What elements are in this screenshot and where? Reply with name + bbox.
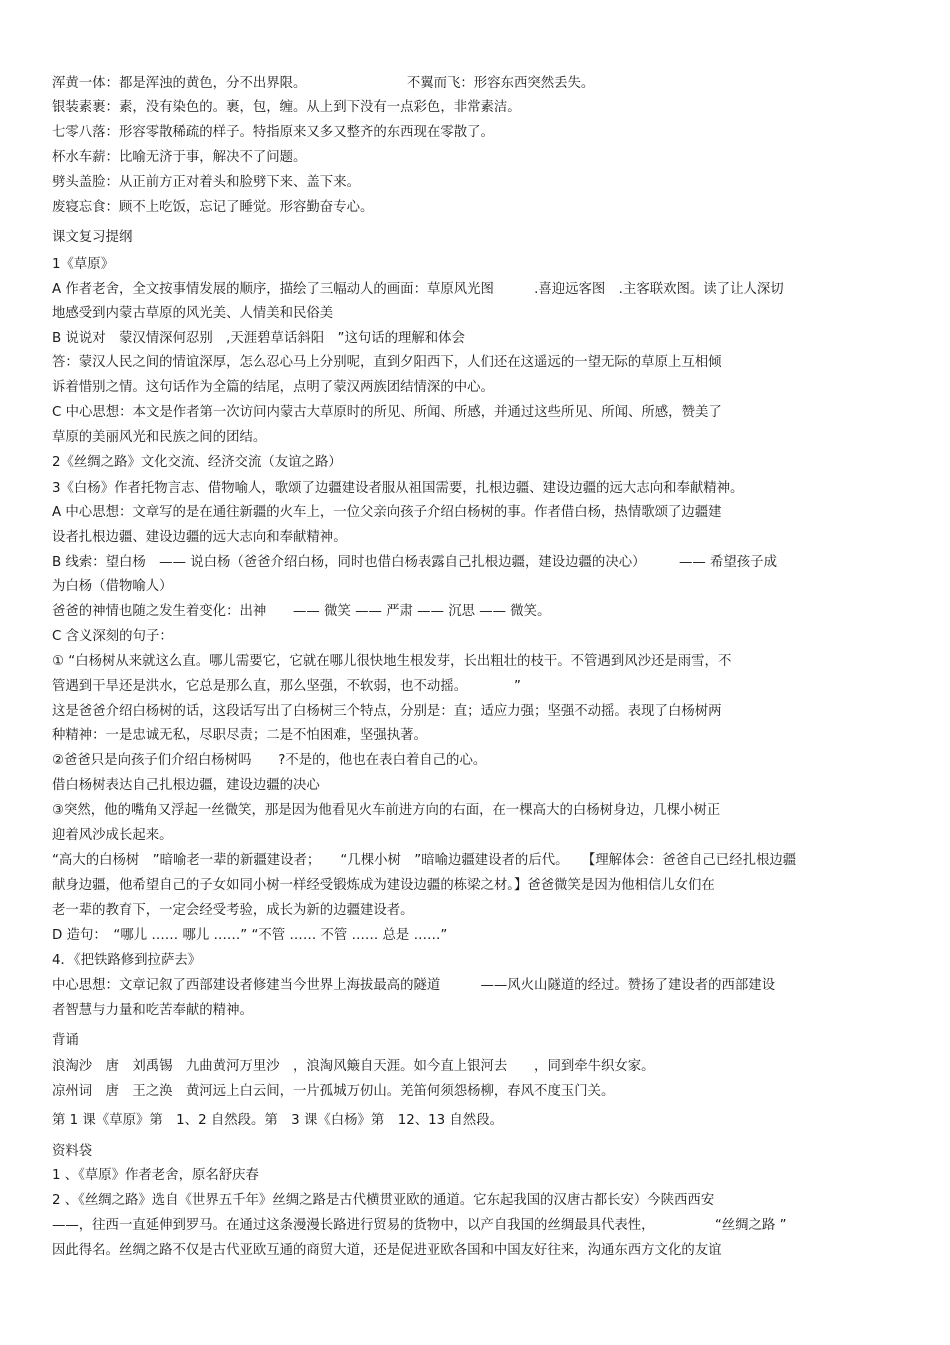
text-line: 管遇到干旱还是洪水，它总是那么直，那么坚强，不软弱，也不动摇。 ”: [52, 679, 521, 694]
text-line: ③突然，他的嘴角又浮起一丝微笑，那是因为他看见火车前进方向的右面，在一棵高大的白杨树身边，几棵小树正: [52, 803, 721, 818]
section-heading: 背诵: [52, 1033, 79, 1048]
text-line: 2《丝绸之路》文化交流、经济交流（友谊之路）: [52, 455, 342, 470]
text-line: 为白杨（借物喻人）: [52, 579, 173, 594]
text-line: 种精神：一是忠诚无私，尽职尽责；二是不怕困难，坚强执著。: [52, 728, 427, 743]
text-line: 银装素裹：素，没有染色的。裹，包，缠。从上到下没有一点彩色，非常素洁。: [52, 100, 521, 115]
text-line: 1《草原》: [52, 257, 115, 272]
text-line: 杯水车薪：比喻无济于事，解决不了问题。: [52, 150, 307, 165]
text-line: 设者扎根边疆、建设边疆的远大志向和奉献精神。: [52, 530, 347, 545]
text-line: ②爸爸只是向孩子们介绍白杨树吗 ?不是的，他也在表白着自己的心。: [52, 753, 487, 768]
text-line: C 含义深刻的句子：: [52, 629, 173, 644]
text-line: 借白杨树表达自己扎根边疆，建设边疆的决心: [52, 778, 320, 793]
text-line: 草原的美丽风光和民族之间的团结。: [52, 430, 267, 445]
text-line: 中心思想：文章记叙了西部建设者修建当今世界上海拔最高的隧道 ——风火山隧道的经过。赞扬了建设者的西部建设: [52, 978, 776, 993]
text-line: A 作者老舍，全文按事情发展的顺序，描绘了三幅动人的画面：草原风光图 .喜迎远客图 .主客联欢图。读了让人深切: [52, 282, 784, 297]
text-line: ① “白杨树从来就这么直。哪儿需要它，它就在哪儿很快地生根发芽，长出粗壮的枝干。不管遇到风沙还是雨雪，不: [52, 654, 732, 669]
text-line: D 造句： “哪儿 …… 哪儿 ……” “不管 …… 不管 …… 总是 ……”: [52, 928, 448, 943]
text-line: 献身边疆，他希望自己的子女如同小树一样经受锻炼成为建设边疆的栋梁之材。】爸爸微笑是因为他相信儿女们在: [52, 878, 715, 893]
text-line: ——，往西一直延伸到罗马。在通过这条漫漫长路进行贸易的货物中，以产自我国的丝绸最具代表性， “丝绸之路 ”: [52, 1218, 787, 1233]
text-line: A 中心思想：文章写的是在通往新疆的火车上，一位父亲向孩子介绍白杨树的事。作者借白杨，热情歌颂了边疆建: [52, 505, 722, 520]
text-line: 浑黄一体：都是浑浊的黄色，分不出界限。 不翼而飞：形容东西突然丢失。: [52, 76, 595, 91]
text-line: B 线索：望白杨 —— 说白杨（爸爸介绍白杨，同时也借白杨表露自己扎根边疆，建设边疆的决心） —— 希望孩子成: [52, 555, 777, 570]
text-line: “高大的白杨树 ”暗喻老一辈的新疆建设者； “几棵小树 ”暗喻边疆建设者的后代。 【理解体会：爸爸自己已经扎根边疆: [52, 853, 797, 868]
text-line: B 说说对 蒙汉情深何忍别 ,天涯碧草话斜阳 ”这句话的理解和体会: [52, 331, 465, 346]
text-line: 者智慧与力量和吃苦奉献的精神。: [52, 1003, 253, 1018]
text-line: 七零八落：形容零散稀疏的样子。特指原来又多又整齐的东西现在零散了。: [52, 125, 494, 140]
text-line: 答：蒙汉人民之间的情谊深厚，怎么忍心马上分别呢，直到夕阳西下，人们还在这遥远的一望无际的草原上互相倾: [52, 355, 722, 370]
text-line: 诉着惜别之情。这句话作为全篇的结尾，点明了蒙汉两族团结情深的中心。: [52, 380, 494, 395]
text-line: 4．《把铁路修到拉萨去》: [52, 953, 202, 968]
text-line: 1 、《草原》作者老舍，原名舒庆春: [52, 1168, 259, 1183]
poem-line: 浪淘沙 唐 刘禹锡 九曲黄河万里沙 ，浪淘风簸自天涯。如今直上银河去 ，同到牵牛织女家。: [52, 1059, 655, 1074]
text-line: 迎着风沙成长起来。: [52, 828, 173, 843]
text-line: 2 、《丝绸之路》选自《世界五千年》丝绸之路是古代横贯亚欧的通道。它东起我国的汉唐古都长安）今陕西西安: [52, 1193, 715, 1208]
text-line: 因此得名。丝绸之路不仅是古代亚欧互通的商贸大道，还是促进亚欧各国和中国友好往来，沟通东西方文化的友谊: [52, 1243, 722, 1258]
text-line: 地感受到内蒙古草原的风光美、人情美和民俗美: [52, 306, 334, 321]
section-heading: 资料袋: [52, 1144, 93, 1159]
text-line: 这是爸爸介绍白杨树的话，这段话写出了白杨树三个特点，分别是：直；适应力强；坚强不动摇。表现了白杨树两: [52, 704, 722, 719]
text-line: 爸爸的神情也随之发生着变化：出神 —— 微笑 —— 严肃 —— 沉思 —— 微笑。: [52, 604, 551, 619]
text-line: 劈头盖脸：从正前方正对着头和脸劈下来、盖下来。: [52, 175, 360, 190]
poem-line: 凉州词 唐 王之涣 黄河远上白云间，一片孤城万仞山。羌笛何须怨杨柳，春风不度玉门关。: [52, 1084, 615, 1099]
text-line: 3《白杨》作者托物言志、借物喻人，歌颂了边疆建设者服从祖国需要，扎根边疆、建设边疆的远大志向和奉献精神。: [52, 481, 744, 496]
text-line: 第 1 课《草原》第 1、2 自然段。第 3 课《白杨》第 12、13 自然段。: [52, 1113, 503, 1128]
section-heading: 课文复习提纲: [52, 230, 133, 245]
text-line: 老一辈的教育下，一定会经受考验，成长为新的边疆建设者。: [52, 903, 414, 918]
text-line: C 中心思想：本文是作者第一次访问内蒙古大草原时的所见、所闻、所感，并通过这些所见、所闻、所感，赞美了: [52, 405, 722, 420]
text-line: 废寝忘食：顾不上吃饭，忘记了睡觉。形容勤奋专心。: [52, 200, 374, 215]
